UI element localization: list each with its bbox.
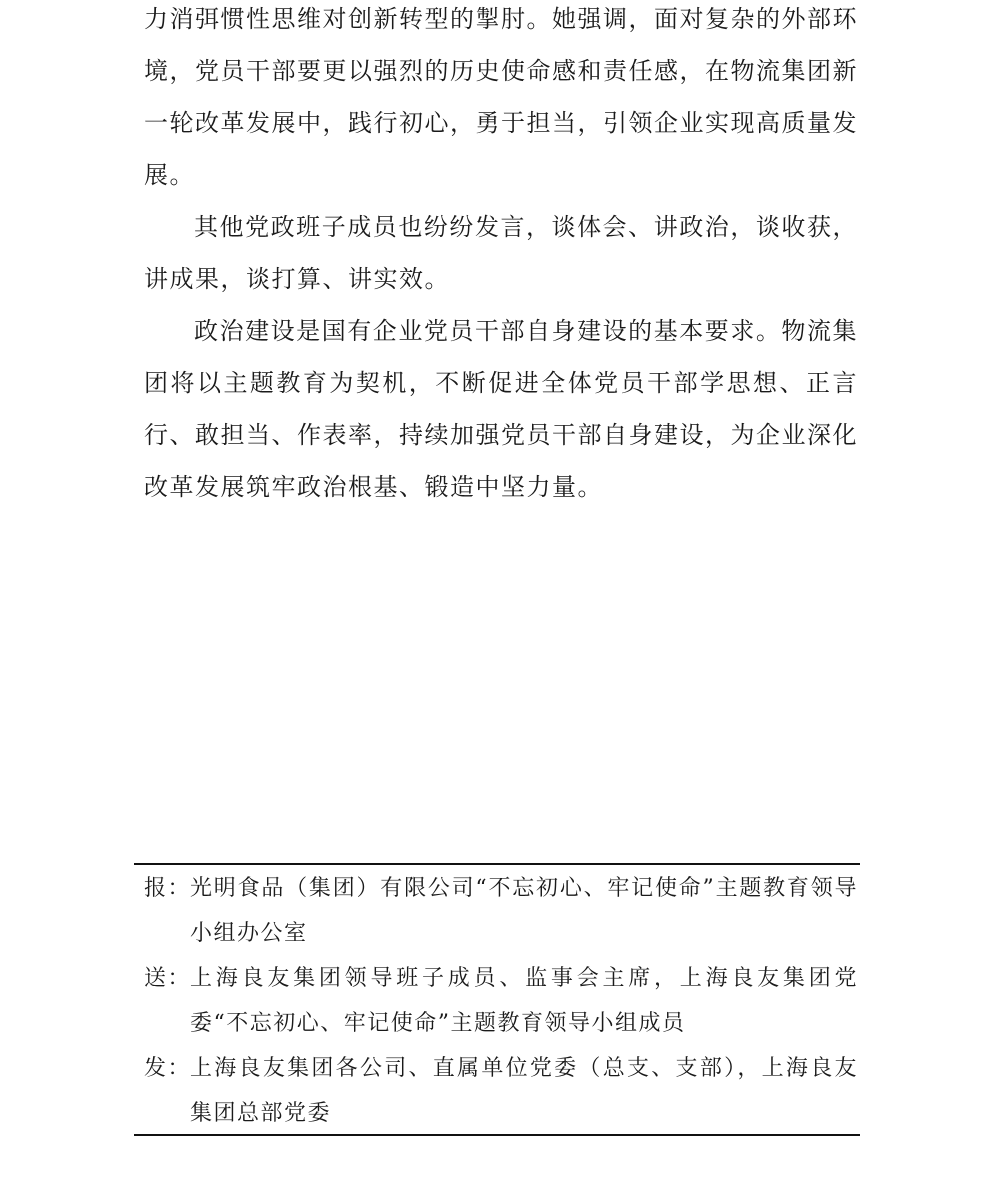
send-label: 送： <box>144 966 192 991</box>
distribution-bottom-rule <box>134 1134 860 1136</box>
report-label: 报： <box>144 876 192 901</box>
paragraph-political-construction: 政治建设是国有企业党员干部自身建设的基本要求。物流集团将以主题教育为契机，不断促进全体党员干部学思想、正言行、敢担当、作表率，持续加强党员干部自身建设，为企业深化改革发展筑牢政治根基、锻造中坚力量。 <box>144 317 858 501</box>
paragraph-other-members: 其他党政班子成员也纷纷发言，谈体会、讲政治，谈收获，讲成果，谈打算、讲实效。 <box>144 213 858 293</box>
body-text <box>144 0 858 513</box>
distribution-block <box>144 866 858 1136</box>
send-text: 上海良友集团领导班子成员、监事会主席，上海良友集团党委“不忘初心、牢记使命”主题教育领导小组成员 <box>190 966 858 1036</box>
issue-label: 发： <box>144 1056 192 1081</box>
paragraph-continuation: 力消弭惯性思维对创新转型的掣肘。她强调，面对复杂的外部环境，党员干部要更以强烈的历史使命感和责任感，在物流集团新一轮改革发展中，践行初心，勇于担当，引领企业实现高质量发展。 <box>144 5 858 189</box>
issue-text: 上海良友集团各公司、直属单位党委（总支、支部），上海良友集团总部党委 <box>190 1056 858 1126</box>
distribution-report <box>144 866 858 956</box>
distribution-top-rule <box>134 863 860 865</box>
report-text: 光明食品（集团）有限公司“不忘初心、牢记使命”主题教育领导小组办公室 <box>190 876 858 946</box>
distribution-issue <box>144 1046 858 1136</box>
distribution-send <box>144 956 858 1046</box>
